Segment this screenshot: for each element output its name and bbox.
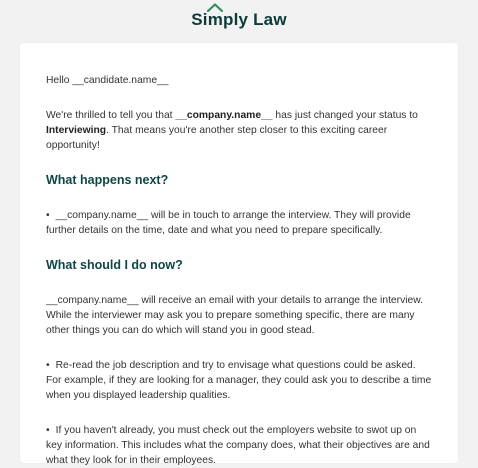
do-now-paragraph: __company.name__ will receive an email with your details to arrange the interview. While the interviewer may ask you to prepare something specific, there are many other things you can do which will stand you in good stead.: [46, 295, 423, 336]
logo-m-with-roof: [208, 10, 223, 30]
intro-text-post: . That means you're another step closer to this exciting career opportunity!: [46, 125, 388, 151]
heading-what-should-i-do: What should I do now?: [46, 258, 183, 272]
next-steps-text: __company.name__ will be in touch to arrange the interview. They will provide further details on the time, date and what you need to prepare specifically.: [46, 210, 411, 236]
intro-text-mid: has just changed your status to: [272, 110, 418, 121]
logo-text-end: ply Law: [223, 10, 287, 29]
intro-text-pre: We're thrilled to tell you that: [46, 110, 176, 121]
email-body: [20, 43, 458, 468]
bullet-icon: •: [46, 210, 50, 221]
bullet-icon: •: [46, 425, 50, 436]
heading-what-happens-next: What happens next?: [46, 173, 169, 187]
logo-text-start: Si: [191, 10, 208, 29]
simply-law-logo[interactable]: [191, 10, 287, 30]
email-header: [0, 0, 478, 40]
greeting: Hello __candidate.name__: [46, 75, 169, 86]
house-roof-icon: [207, 3, 223, 12]
tip-text-1: Re-read the job description and try to envisage what questions could be asked. For example, if they are looking for a manager, they could ask you to describe a time when you displayed leadership qualities.: [46, 360, 432, 401]
intro-paragraph: [46, 108, 432, 153]
tip-text-2: If you haven't already, you must check out the employers website to swot up on key information. This includes what the company does, what their objectives are and what they look for in their employees.: [46, 425, 430, 466]
logo-text-m: m: [207, 10, 224, 29]
bullet-icon: •: [46, 360, 50, 371]
next-steps-bullet: [46, 208, 432, 238]
email-card: [20, 43, 458, 466]
intro-status: Interviewing: [46, 125, 107, 136]
tip-bullet-1: [46, 358, 432, 403]
intro-company-name: __company.name__: [175, 110, 273, 121]
tip-bullet-2: [46, 423, 432, 468]
